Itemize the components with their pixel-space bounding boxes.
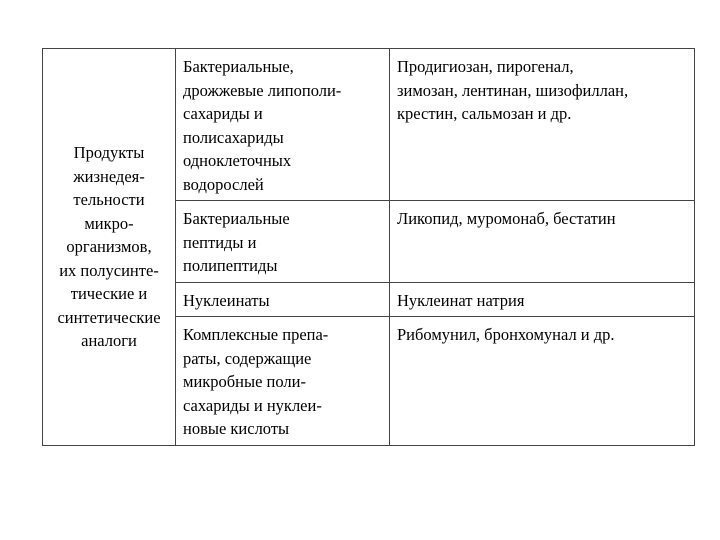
examples-text: Рибомунил, бронхомунал и др. [397,325,615,344]
group-cell [176,317,390,446]
table-row [43,49,695,201]
group-text: Комплексные препа- раты, содержащие микробные поли- сахариды и нуклеи- новые кислоты [183,325,329,438]
group-cell [176,201,390,283]
group-cell [176,282,390,317]
examples-text: Ликопид, муромонаб, бестатин [397,209,616,228]
examples-cell [390,317,695,446]
group-cell [176,49,390,201]
immunomodulator-table [42,48,695,446]
examples-text: Продигиозан, пирогенал, зимозан, лентинан, шизофиллан, крестин, сальмозан и др. [397,57,629,123]
group-text: Бактериальные пептиды и полипептиды [183,209,290,275]
examples-cell [390,49,695,201]
group-text: Нуклеинаты [183,290,270,310]
left-header-text: Продукты жизнедея- тельности микро- организмов, их полусинте- тические и синтетические аналоги [57,143,161,350]
left-header-cell [43,49,176,446]
examples-text: Нуклеинат натрия [397,290,525,310]
examples-cell [390,282,695,317]
examples-cell [390,201,695,283]
group-text: Бактериальные, дрожжевые липополи- сахариды и полисахариды одноклеточных водорослей [183,57,342,194]
